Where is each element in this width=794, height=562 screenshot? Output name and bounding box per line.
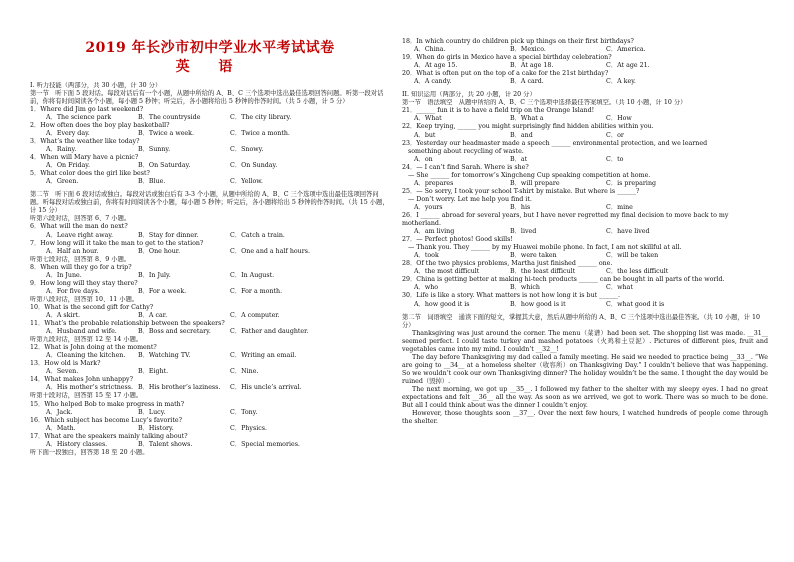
answer-options bbox=[402, 228, 768, 236]
answer-options bbox=[30, 272, 390, 280]
section-heading: 听第九段对话，回答第 12 至 14 小题。 bbox=[30, 336, 143, 344]
question-text: 3．What’s the weather like today? bbox=[30, 138, 140, 146]
question-text: 11．What’s the probable relationship between the speakers? bbox=[30, 320, 225, 328]
answer-option: A．prepares bbox=[414, 179, 454, 187]
question-text: 8．When will they go for a trip? bbox=[30, 263, 132, 271]
exam-title: 2019 年长沙市初中学业水平考试试卷 bbox=[85, 40, 335, 56]
answer-option: B．and bbox=[510, 131, 533, 139]
question-text: 25．— So sorry, I took your school T-shirt by mistake. But where is ______? bbox=[402, 187, 640, 195]
question-text: 13．How old is Mark? bbox=[30, 360, 101, 368]
answer-option: A．Husband and wife. bbox=[46, 328, 117, 336]
question-text: 29．China is getting better at making hi-tech products ______ can be bought in all parts of the world. bbox=[402, 276, 725, 284]
question-text: 1．Where did Jim go last weekend? bbox=[30, 105, 144, 113]
answer-option: A．History classes. bbox=[46, 440, 108, 448]
section-instructions: 第二节 词语填空 通读下面的短文，掌握其大意，然后从题中所给的 A、B、C 三个选项中选出最佳答案。（共 10 小题，计 10 分） bbox=[402, 313, 761, 329]
answer-options bbox=[30, 248, 390, 256]
answer-option: B．His brother’s laziness. bbox=[138, 384, 221, 392]
answer-options bbox=[30, 425, 390, 433]
answer-option: A．yours bbox=[414, 203, 443, 211]
answer-option: B．In July. bbox=[138, 271, 171, 279]
answer-options bbox=[402, 115, 768, 123]
answer-option: C．mine bbox=[606, 203, 633, 211]
answer-options bbox=[30, 146, 390, 154]
answer-options bbox=[30, 409, 390, 417]
answer-option: C．what good it is bbox=[606, 300, 665, 308]
answer-option: C．His uncle’s arrival. bbox=[230, 384, 302, 392]
answer-option: A．Math. bbox=[46, 424, 76, 432]
answer-options bbox=[30, 384, 390, 392]
section-heading: 听第八段对话，回答第 10、11 小题。 bbox=[30, 295, 139, 303]
question-text: 27．— Perfect photos! Good skills! bbox=[402, 236, 513, 244]
section-heading: I. 听力技能（两部分，共 30 小题，计 30 分） bbox=[30, 81, 162, 89]
answer-options bbox=[402, 78, 768, 86]
answer-option: C．A key. bbox=[606, 78, 636, 86]
passage-paragraph: However, those thoughts soon __37__. Over the next few hours, I watched hundreds of people come through the shelter. bbox=[402, 410, 768, 426]
question-text: 19．When do girls in Mexico have a special birthday celebration? bbox=[402, 54, 612, 62]
answer-option: B．Talent shows. bbox=[138, 440, 193, 448]
answer-option: A．who bbox=[414, 284, 439, 292]
answer-option: B．Twice a week. bbox=[138, 129, 194, 137]
answer-option: B．A card. bbox=[510, 78, 544, 86]
answer-option: A．Half an hour. bbox=[46, 247, 99, 255]
answer-option: A．China. bbox=[414, 46, 446, 54]
answer-option: A．but bbox=[414, 131, 436, 139]
answer-option: C．Special memories. bbox=[230, 440, 300, 448]
answer-options bbox=[30, 312, 390, 320]
answer-option: C．A computer. bbox=[230, 312, 280, 319]
answer-option: C．the less difficult bbox=[606, 268, 669, 276]
answer-option: A．A candy. bbox=[414, 78, 452, 86]
answer-options bbox=[402, 180, 768, 188]
question-text: 21．______ fun it is to have a field trip on the Orange Island! bbox=[402, 107, 595, 115]
question-text: 5．What color does the girl like best? bbox=[30, 170, 150, 178]
answer-options bbox=[402, 284, 768, 292]
question-text: 12．What is John doing at the moment? bbox=[30, 344, 157, 352]
answer-option: C．or bbox=[606, 131, 624, 139]
answer-option: B．were taken bbox=[510, 252, 557, 260]
section-heading: 听下面一段独白，回答第 18 至 20 小题。 bbox=[30, 448, 149, 456]
question-text: 24．— I can’t find Sarah. Where is she? bbox=[402, 163, 529, 171]
answer-option: B．Watching TV. bbox=[138, 352, 191, 360]
answer-options bbox=[402, 301, 768, 309]
answer-option: C．On Sunday. bbox=[230, 162, 278, 170]
question-text: 17．What are the speakers mainly talking about? bbox=[30, 432, 188, 440]
answer-option: C．will be taken bbox=[606, 252, 659, 260]
section-instructions: 第一节 听下面 5 段对话。每段对话后有一个小题，从题中所给的 A、B、C 三个选项中选出最佳选项回答问题。听第一段对话前，你将有时间阅读各个小题，每小题 5 秒钟；听完后，各小题将给出 5 秒钟的作答时间。（共 5 小题，计 5 分） bbox=[30, 89, 384, 105]
answer-option: C．Tony. bbox=[230, 408, 258, 416]
section-instructions: 第二节 听下面 6 段对话或独白。每段对话或独白后有 3-3 个小题，从题中所给的 A、B、C 三个选项中选出最佳选项回答问题。听每段对话或独白前，你将有时间阅读各个小题，每小题 5 秒钟；听完后，各小题将给出 5 秒钟的作答时间。（共 15 小题，计 15 分） bbox=[30, 191, 389, 215]
section-heading: 听第七段对话，回答第 8、9 小题。 bbox=[30, 255, 131, 263]
answer-options bbox=[402, 156, 768, 164]
answer-option: B．On Saturday. bbox=[138, 162, 191, 170]
answer-option: B．which bbox=[510, 284, 540, 292]
answer-option: B．One hour. bbox=[138, 247, 181, 255]
question-text: 18．In which country do children pick up things on their first birthdays? bbox=[402, 38, 634, 45]
answer-option: B．how good is it bbox=[510, 300, 566, 308]
answer-option: B．A car. bbox=[138, 312, 168, 319]
answer-options bbox=[30, 162, 390, 170]
answer-option: A．On Friday. bbox=[46, 162, 90, 170]
answer-option: A．the most difficult bbox=[414, 268, 480, 276]
answer-option: C．Father and daughter. bbox=[230, 328, 309, 336]
answer-option: C．Snowy. bbox=[230, 146, 264, 154]
question-text: 10．What is the second gift for Cathy? bbox=[30, 303, 154, 311]
answer-option: A．In June. bbox=[46, 271, 82, 279]
question-continuation: — Don’t worry. Let me help you find it. bbox=[408, 195, 532, 203]
question-text: 4．When will Mary have a picnic? bbox=[30, 154, 139, 162]
question-continuation: — Thank you. They ______ by my Huawei mobile phone. In fact, I am not skillful at all. bbox=[408, 244, 682, 252]
answer-option: B．Boss and secretary. bbox=[138, 328, 211, 336]
answer-option: B．Sunny. bbox=[138, 146, 171, 154]
answer-option: A．For five days. bbox=[46, 287, 100, 295]
answer-option: C．America. bbox=[606, 46, 646, 54]
answer-option: C．is preparing bbox=[606, 179, 657, 187]
section-heading: 听第六段对话，回答第 6、7 小题。 bbox=[30, 215, 131, 223]
answer-options bbox=[30, 352, 390, 360]
answer-option: B．For a week. bbox=[138, 287, 187, 295]
passage-paragraph: The next morning, we got up __35__. I followed my father to the shelter with my sleepy eyes. I had no great expectations and felt __36__ all the way. As soon as we arrived, we got to work. There was so much to be done. But all I could think about was the dinner I couldn’t enjoy. bbox=[402, 385, 768, 410]
answer-option: A．am living bbox=[414, 228, 455, 236]
answer-option: C．Writing an email. bbox=[230, 352, 297, 360]
answer-option: C．to bbox=[606, 155, 624, 163]
answer-options bbox=[30, 441, 390, 449]
answer-option: B．Lucy. bbox=[138, 408, 166, 416]
passage-paragraph: The day before Thanksgiving my dad called a family meeting. He said we needed to practice being __33__. “We are going to __34__ at a homeless shelter（收容所）on Thanksgiving Day.” I couldn’t believe that was happening. So we wouldn’t cook our own Thanksgiving dinner? The holiday wouldn’t be the same. I thought the day would be ruined（毁掉）. bbox=[402, 353, 768, 385]
answer-option: B．at bbox=[510, 155, 528, 163]
question-text: 30．Life is like a story. What matters is not how long it is but ______. bbox=[402, 292, 621, 300]
passage-paragraph: Thanksgiving was just around the corner. The menu（菜谱）had been set. The shopping list was made. __31__ seemed perfect. I could taste turkey and mashed potatoes（火鸡和土豆泥）. Pictures of different pies, fruit and vegetables came into my mind. I couldn’t __32__! bbox=[402, 329, 768, 353]
answer-option: A．Every day. bbox=[46, 129, 90, 137]
answer-option: A．Seven. bbox=[46, 368, 79, 376]
answer-option: A．His mother’s strictness. bbox=[46, 384, 133, 392]
answer-options bbox=[30, 368, 390, 376]
answer-option: B．will prepare bbox=[510, 179, 560, 187]
question-text: 26．I ______ abroad for several years, but I have never regretted my final decision to move back to my motherland. bbox=[402, 211, 729, 228]
answer-option: A．how good it is bbox=[414, 300, 470, 308]
answer-option: B．lived bbox=[510, 228, 537, 236]
answer-options bbox=[30, 328, 390, 336]
answer-option: C．In August. bbox=[230, 271, 275, 279]
answer-option: C．have lived bbox=[606, 228, 650, 236]
answer-option: B．The countryside bbox=[138, 113, 201, 121]
answer-options bbox=[30, 114, 390, 122]
answer-options bbox=[402, 252, 768, 260]
section-heading: 第一节 语法填空 从题中所给的 A、B、C 三个选项中选择最佳答案填空。（共 10 小题，计 10 分） bbox=[402, 99, 687, 107]
answer-options bbox=[30, 232, 390, 240]
answer-option: B．Mexico. bbox=[510, 46, 546, 54]
answer-option: A．took bbox=[414, 252, 439, 260]
answer-option: B．the least difficult bbox=[510, 268, 576, 276]
answer-option: A．Leave right away. bbox=[46, 231, 114, 239]
answer-option: A．Green. bbox=[46, 178, 79, 186]
answer-options bbox=[402, 132, 768, 140]
answer-option: B．Stay for dinner. bbox=[138, 231, 199, 239]
question-text: 23．Yesterday our headmaster made a speech ______ environmental protection, and we learned bbox=[402, 139, 708, 147]
answer-option: C．Physics. bbox=[230, 424, 267, 432]
answer-option: A．At age 15. bbox=[414, 62, 458, 70]
answer-option: B．History. bbox=[138, 424, 174, 432]
question-text: 2．How often does the boy play basketball? bbox=[30, 121, 170, 129]
question-text: 28．Of the two physics problems, Martha just finished ______ one. bbox=[402, 260, 613, 268]
answer-option: C．How bbox=[606, 115, 632, 123]
answer-options bbox=[402, 268, 768, 276]
question-text: 9．How long will they stay there? bbox=[30, 279, 138, 287]
question-text: 20．What is often put on the top of a cake for the 21st birthday? bbox=[402, 70, 609, 78]
answer-option: C．At age 21. bbox=[606, 62, 650, 70]
answer-options bbox=[402, 46, 768, 54]
question-continuation: something about recycling of waste. bbox=[408, 147, 524, 155]
question-text: 15．Who helped Bob to make progress in math? bbox=[30, 400, 185, 408]
answer-option: C．For a month. bbox=[230, 287, 283, 295]
answer-options bbox=[30, 130, 390, 138]
answer-option: C．The city library. bbox=[230, 113, 292, 121]
question-continuation: — She ______ for tomorrow’s Xingcheng Cup speaking competition at home. bbox=[408, 171, 651, 179]
answer-option: B．Eight. bbox=[138, 368, 169, 376]
answer-option: C．what bbox=[606, 284, 633, 292]
question-text: 16．Which subject has become Lucy’s favorite? bbox=[30, 416, 182, 424]
answer-option: A．A skirt. bbox=[46, 312, 80, 319]
answer-options bbox=[30, 288, 390, 296]
answer-option: A．Jack. bbox=[46, 408, 73, 416]
answer-option: C．Catch a train. bbox=[230, 231, 285, 239]
answer-option: C．One and a half hours. bbox=[230, 247, 310, 255]
answer-option: B．his bbox=[510, 203, 531, 211]
answer-option: B．Blue. bbox=[138, 178, 166, 186]
answer-option: B．What a bbox=[510, 115, 544, 123]
section-heading: II. 知识运用（两部分，共 20 小题，计 20 分） bbox=[402, 91, 536, 99]
answer-options bbox=[402, 62, 768, 70]
exam-subject: 英 语 bbox=[175, 58, 245, 75]
answer-option: C．Nine. bbox=[230, 368, 259, 376]
answer-option: A．The science park bbox=[46, 113, 112, 121]
answer-option: A．on bbox=[414, 155, 433, 163]
answer-option: A．What bbox=[414, 115, 442, 123]
left-column bbox=[30, 0, 390, 457]
answer-option: A．Cleaning the kitchen. bbox=[46, 352, 126, 360]
answer-option: B．At age 18. bbox=[510, 62, 554, 70]
question-text: 6．What will the man do next? bbox=[30, 223, 128, 231]
right-column bbox=[402, 38, 768, 426]
answer-option: C．Twice a month. bbox=[230, 129, 290, 137]
question-text: 22．Keep trying, ______ you might surprisingly find hidden abilities within you. bbox=[402, 123, 654, 131]
question-text: 7．How long will it take the man to get to the station? bbox=[30, 239, 204, 247]
answer-options bbox=[30, 178, 390, 186]
question-text: 14．What makes John unhappy? bbox=[30, 376, 133, 384]
section-heading: 听第十段对话，回答第 15 至 17 小题。 bbox=[30, 392, 143, 400]
answer-option: A．Rainy. bbox=[46, 146, 77, 154]
answer-option: C．Yellow. bbox=[230, 178, 263, 186]
answer-options bbox=[402, 204, 768, 212]
